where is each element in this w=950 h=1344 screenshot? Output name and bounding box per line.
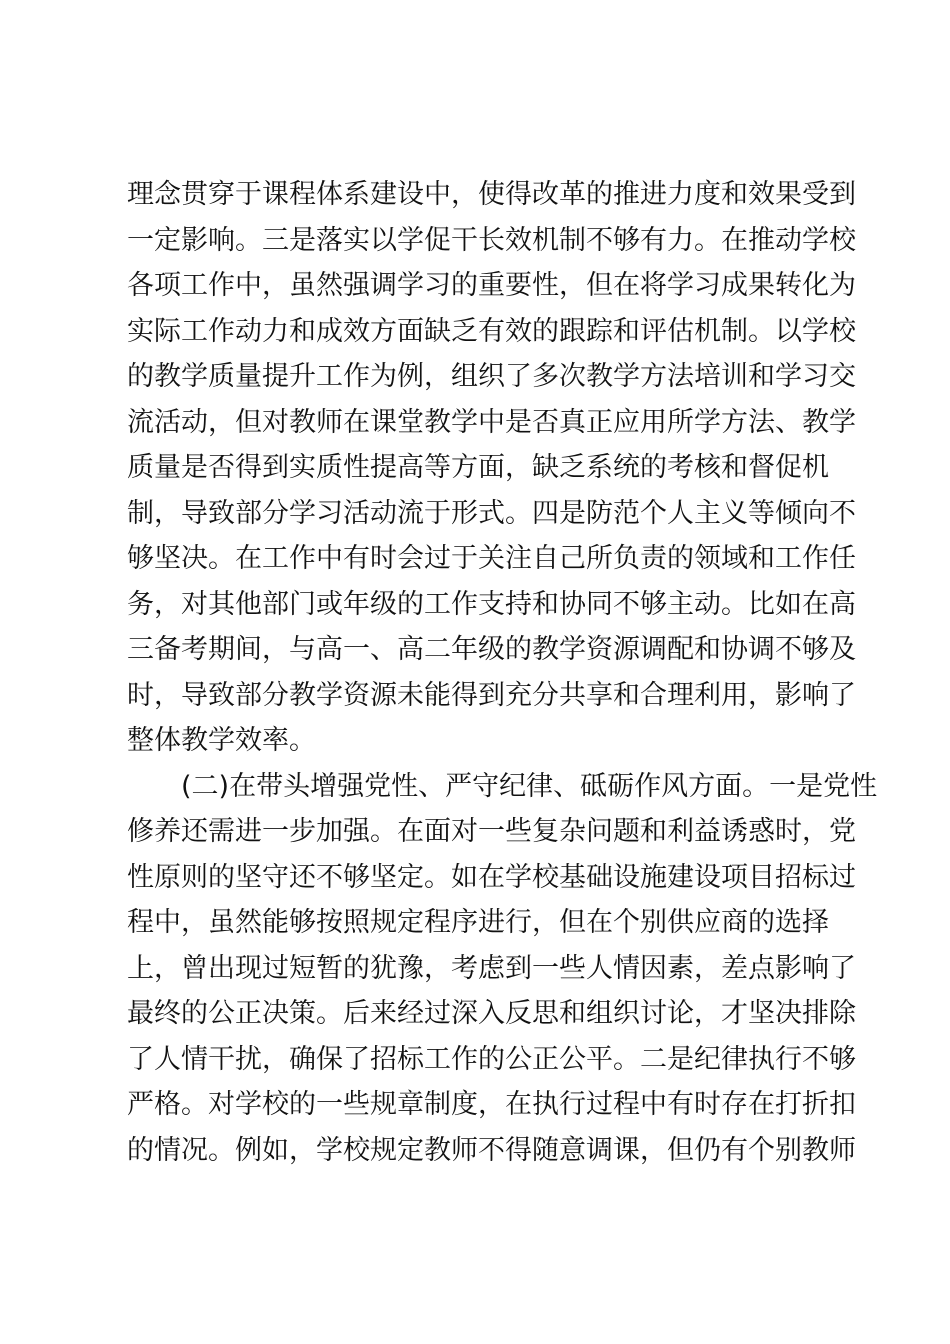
- text-line: 性原则的坚守还不够坚定。如在学校基础设施建设项目招标过: [127, 861, 856, 893]
- text-line: 上，曾出现过短暂的犹豫，考虑到一些人情因素，差点影响了: [127, 952, 856, 984]
- text-line: 一定影响。三是落实以学促干长效机制不够有力。在推动学校: [127, 224, 856, 256]
- text-line: 最终的公正决策。后来经过深入反思和组织讨论，才坚决排除: [127, 998, 856, 1029]
- text-line: 流活动，但对教师在课堂教学中是否真正应用所学方法、教学: [127, 406, 856, 438]
- text-line: 务，对其他部门或年级的工作支持和协同不够主动。比如在高: [127, 588, 856, 620]
- text-line: 的情况。例如，学校规定教师不得随意调课，但仍有个别教师: [127, 1134, 856, 1166]
- text-line: 的教学质量提升工作为例，组织了多次教学方法培训和学习交: [127, 361, 856, 392]
- text-line: 够坚决。在工作中有时会过于关注自己所负责的领域和工作任: [127, 543, 856, 574]
- text-line: 实际工作动力和成效方面缺乏有效的跟踪和评估机制。以学校: [127, 315, 856, 347]
- text-line: 理念贯穿于课程体系建设中，使得改革的推进力度和效果受到: [127, 179, 856, 210]
- text-line: 三备考期间，与高一、高二年级的教学资源调配和协调不够及: [127, 634, 856, 665]
- text-line: 各项工作中，虽然强调学习的重要性，但在将学习成果转化为: [127, 270, 856, 301]
- text-line: 严格。对学校的一些规章制度，在执行过程中有时存在打折扣: [127, 1089, 856, 1120]
- text-line: 整体教学效率。: [127, 725, 316, 756]
- text-line: 了人情干扰，确保了招标工作的公正公平。二是纪律执行不够: [127, 1043, 856, 1075]
- text-line: 修养还需进一步加强。在面对一些复杂问题和利益诱惑时，党: [127, 816, 856, 847]
- body-text: [127, 172, 878, 1173]
- text-line: 质量是否得到实质性提高等方面，缺乏系统的考核和督促机: [127, 452, 829, 483]
- text-line: 制，导致部分学习活动流于形式。四是防范个人主义等倾向不: [127, 497, 856, 529]
- text-line: 时，导致部分教学资源未能得到充分共享和合理利用，影响了: [127, 679, 856, 711]
- text-line: 程中，虽然能够按照规定程序进行，但在个别供应商的选择: [127, 907, 829, 938]
- section-heading-line: (二)在带头增强党性、严守纪律、砥砺作风方面。一是党性: [181, 770, 878, 802]
